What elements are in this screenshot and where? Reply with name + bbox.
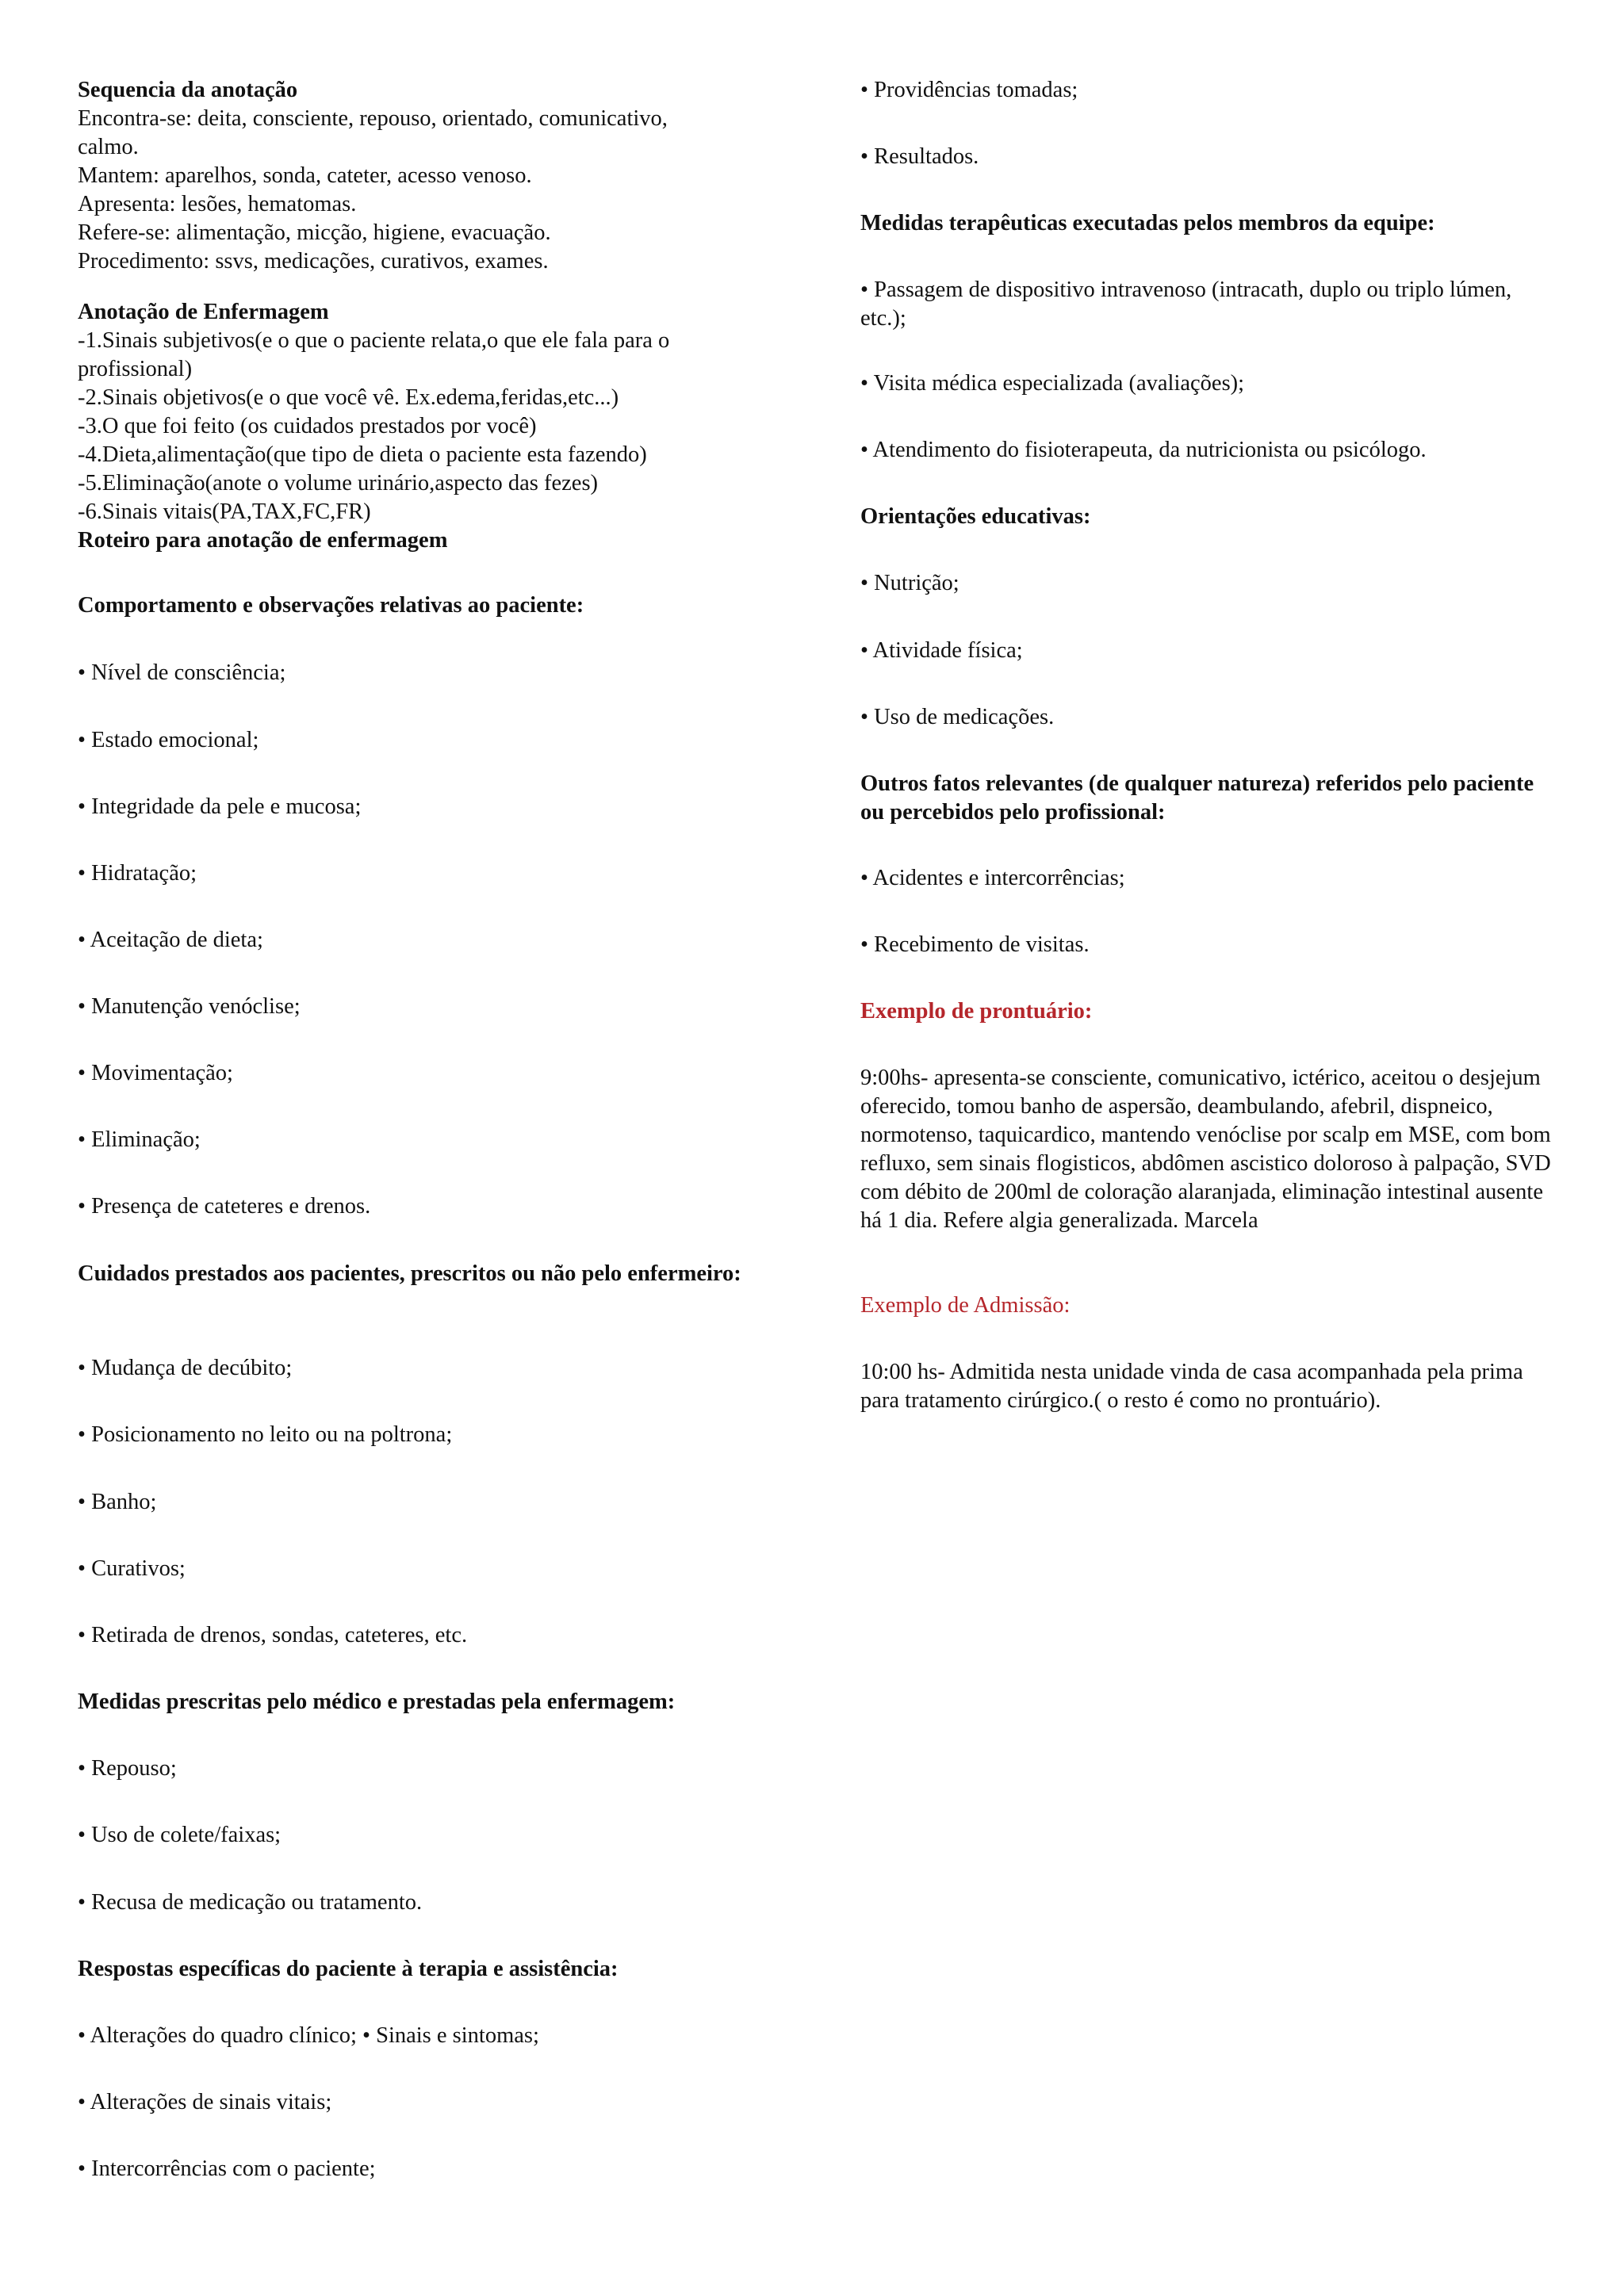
sequencia-line: Apresenta: lesões, hematomas. [78, 192, 357, 216]
medidas-equipe-heading: Medidas terapêuticas executadas pelos membros da equipe: [860, 211, 1435, 235]
comportamento-heading: Comportamento e observações relativas ao paciente: [78, 593, 584, 618]
list-item: • Banho; [78, 1490, 157, 1514]
anotacao-line: -1.Sinais subjetivos(e o que o paciente relata,o que ele fala para o [78, 328, 670, 353]
outros-heading: Outros fatos relevantes (de qualquer natureza) referidos pelo paciente ou percebidos pelo profissional: [860, 771, 1534, 825]
sequencia-line: Encontra-se: deita, consciente, repouso, orientado, comunicativo, [78, 106, 668, 131]
list-item: • Nível de consciência; [78, 660, 286, 685]
list-item: • Visita médica especializada (avaliações); [860, 371, 1245, 396]
anotacao-line: -3.O que foi feito (os cuidados prestados por você) [78, 414, 537, 438]
prontuario-heading: Exemplo de prontuário: [860, 999, 1093, 1024]
list-item: • Intercorrências com o paciente; [78, 2156, 376, 2181]
orientacoes-heading: Orientações educativas: [860, 504, 1091, 529]
list-item: • Estado emocional; [78, 728, 259, 752]
list-item: • Eliminação; [78, 1127, 201, 1152]
roteiro-heading: Roteiro para anotação de enfermagem [78, 528, 448, 553]
list-item: • Movimentação; [78, 1061, 233, 1085]
list-item: • Repouso; [78, 1756, 177, 1781]
list-item: • Manutenção venóclise; [78, 994, 301, 1019]
list-item: • Hidratação; [78, 861, 197, 886]
list-item: • Presença de cateteres e drenos. [78, 1194, 371, 1219]
list-item: • Resultados. [860, 144, 979, 169]
sequencia-section [78, 76, 744, 276]
list-item: • Recebimento de visitas. [860, 932, 1090, 957]
list-item: • Alterações de sinais vitais; [78, 2090, 332, 2114]
sequencia-line: calmo. [78, 135, 139, 159]
medidas-prescritas-heading: Medidas prescritas pelo médico e prestadas pela enfermagem: [78, 1689, 676, 1714]
list-item: • Alterações do quadro clínico; • Sinais e sintomas; [78, 2023, 539, 2048]
anotacao-line: -5.Eliminação(anote o volume urinário,aspecto das fezes) [78, 471, 599, 496]
anotacao-line: -4.Dieta,alimentação(que tipo de dieta o paciente esta fazendo) [78, 442, 647, 467]
list-item: • Posicionamento no leito ou na poltrona; [78, 1422, 453, 1447]
list-item: • Retirada de drenos, sondas, cateteres, etc. [78, 1623, 468, 1647]
sequencia-line: Refere-se: alimentação, micção, higiene, evacuação. [78, 220, 551, 245]
sequencia-line: Procedimento: ssvs, medicações, curativos, exames. [78, 249, 549, 274]
respostas-heading: Respostas específicas do paciente à terapia e assistência: [78, 1957, 619, 1981]
cuidados-heading: Cuidados prestados aos pacientes, prescritos ou não pelo enfermeiro: [78, 1261, 741, 1286]
anotacao-line: -2.Sinais objetivos(e o que você vê. Ex.edema,feridas,etc...) [78, 385, 619, 410]
admissao-heading: Exemplo de Admissão: [860, 1293, 1071, 1318]
anotacao-line: -6.Sinais vitais(PA,TAX,FC,FR) [78, 499, 371, 524]
list-item: • Atividade física; [860, 638, 1023, 663]
anotacao-line: profissional) [78, 357, 193, 381]
list-item: • Providências tomadas; [860, 78, 1078, 102]
list-item: • Recusa de medicação ou tratamento. [78, 1890, 423, 1915]
list-item: • Mudança de decúbito; [78, 1356, 293, 1380]
list-item: • Nutrição; [860, 571, 959, 595]
list-item: • Curativos; [78, 1556, 186, 1581]
anotacao-title: Anotação de Enfermagem [78, 300, 329, 324]
sequencia-title: Sequencia da anotação [78, 78, 298, 102]
list-item: • Atendimento do fisioterapeuta, da nutricionista ou psicólogo. [860, 438, 1427, 462]
prontuario-text: 9:00hs- apresenta-se consciente, comunicativo, ictérico, aceitou o desjejum oferecido, tomou banho de aspersão, deambulando, afebril, dispneico, normotenso, taquicardico, mantendo venóclise por scalp em MSE, com bom refluxo, sem sinais flogisticos, abdômen ascistico doloroso à palpação, SVD com débito de 200ml de coloração alaranjada, eliminação intestinal ausente há 1 dia. Refere algia generalizada. Marcela [860, 1066, 1551, 1233]
list-item: • Uso de medicações. [860, 705, 1055, 729]
list-item: • Integridade da pele e mucosa; [78, 794, 362, 819]
admissao-text: 10:00 hs- Admitida nesta unidade vinda de casa acompanhada pela prima para tratamento cirúrgico.( o resto é como no prontuário). [860, 1360, 1523, 1413]
list-item: • Uso de colete/faixas; [78, 1823, 282, 1847]
list-item: • Passagem de dispositivo intravenoso (intracath, duplo ou triplo lúmen, etc.); [860, 277, 1512, 331]
list-item: • Acidentes e intercorrências; [860, 866, 1125, 890]
sequencia-line: Mantem: aparelhos, sonda, cateter, acesso venoso. [78, 163, 532, 188]
list-item: • Aceitação de dieta; [78, 928, 263, 952]
anotacao-section [78, 298, 744, 555]
